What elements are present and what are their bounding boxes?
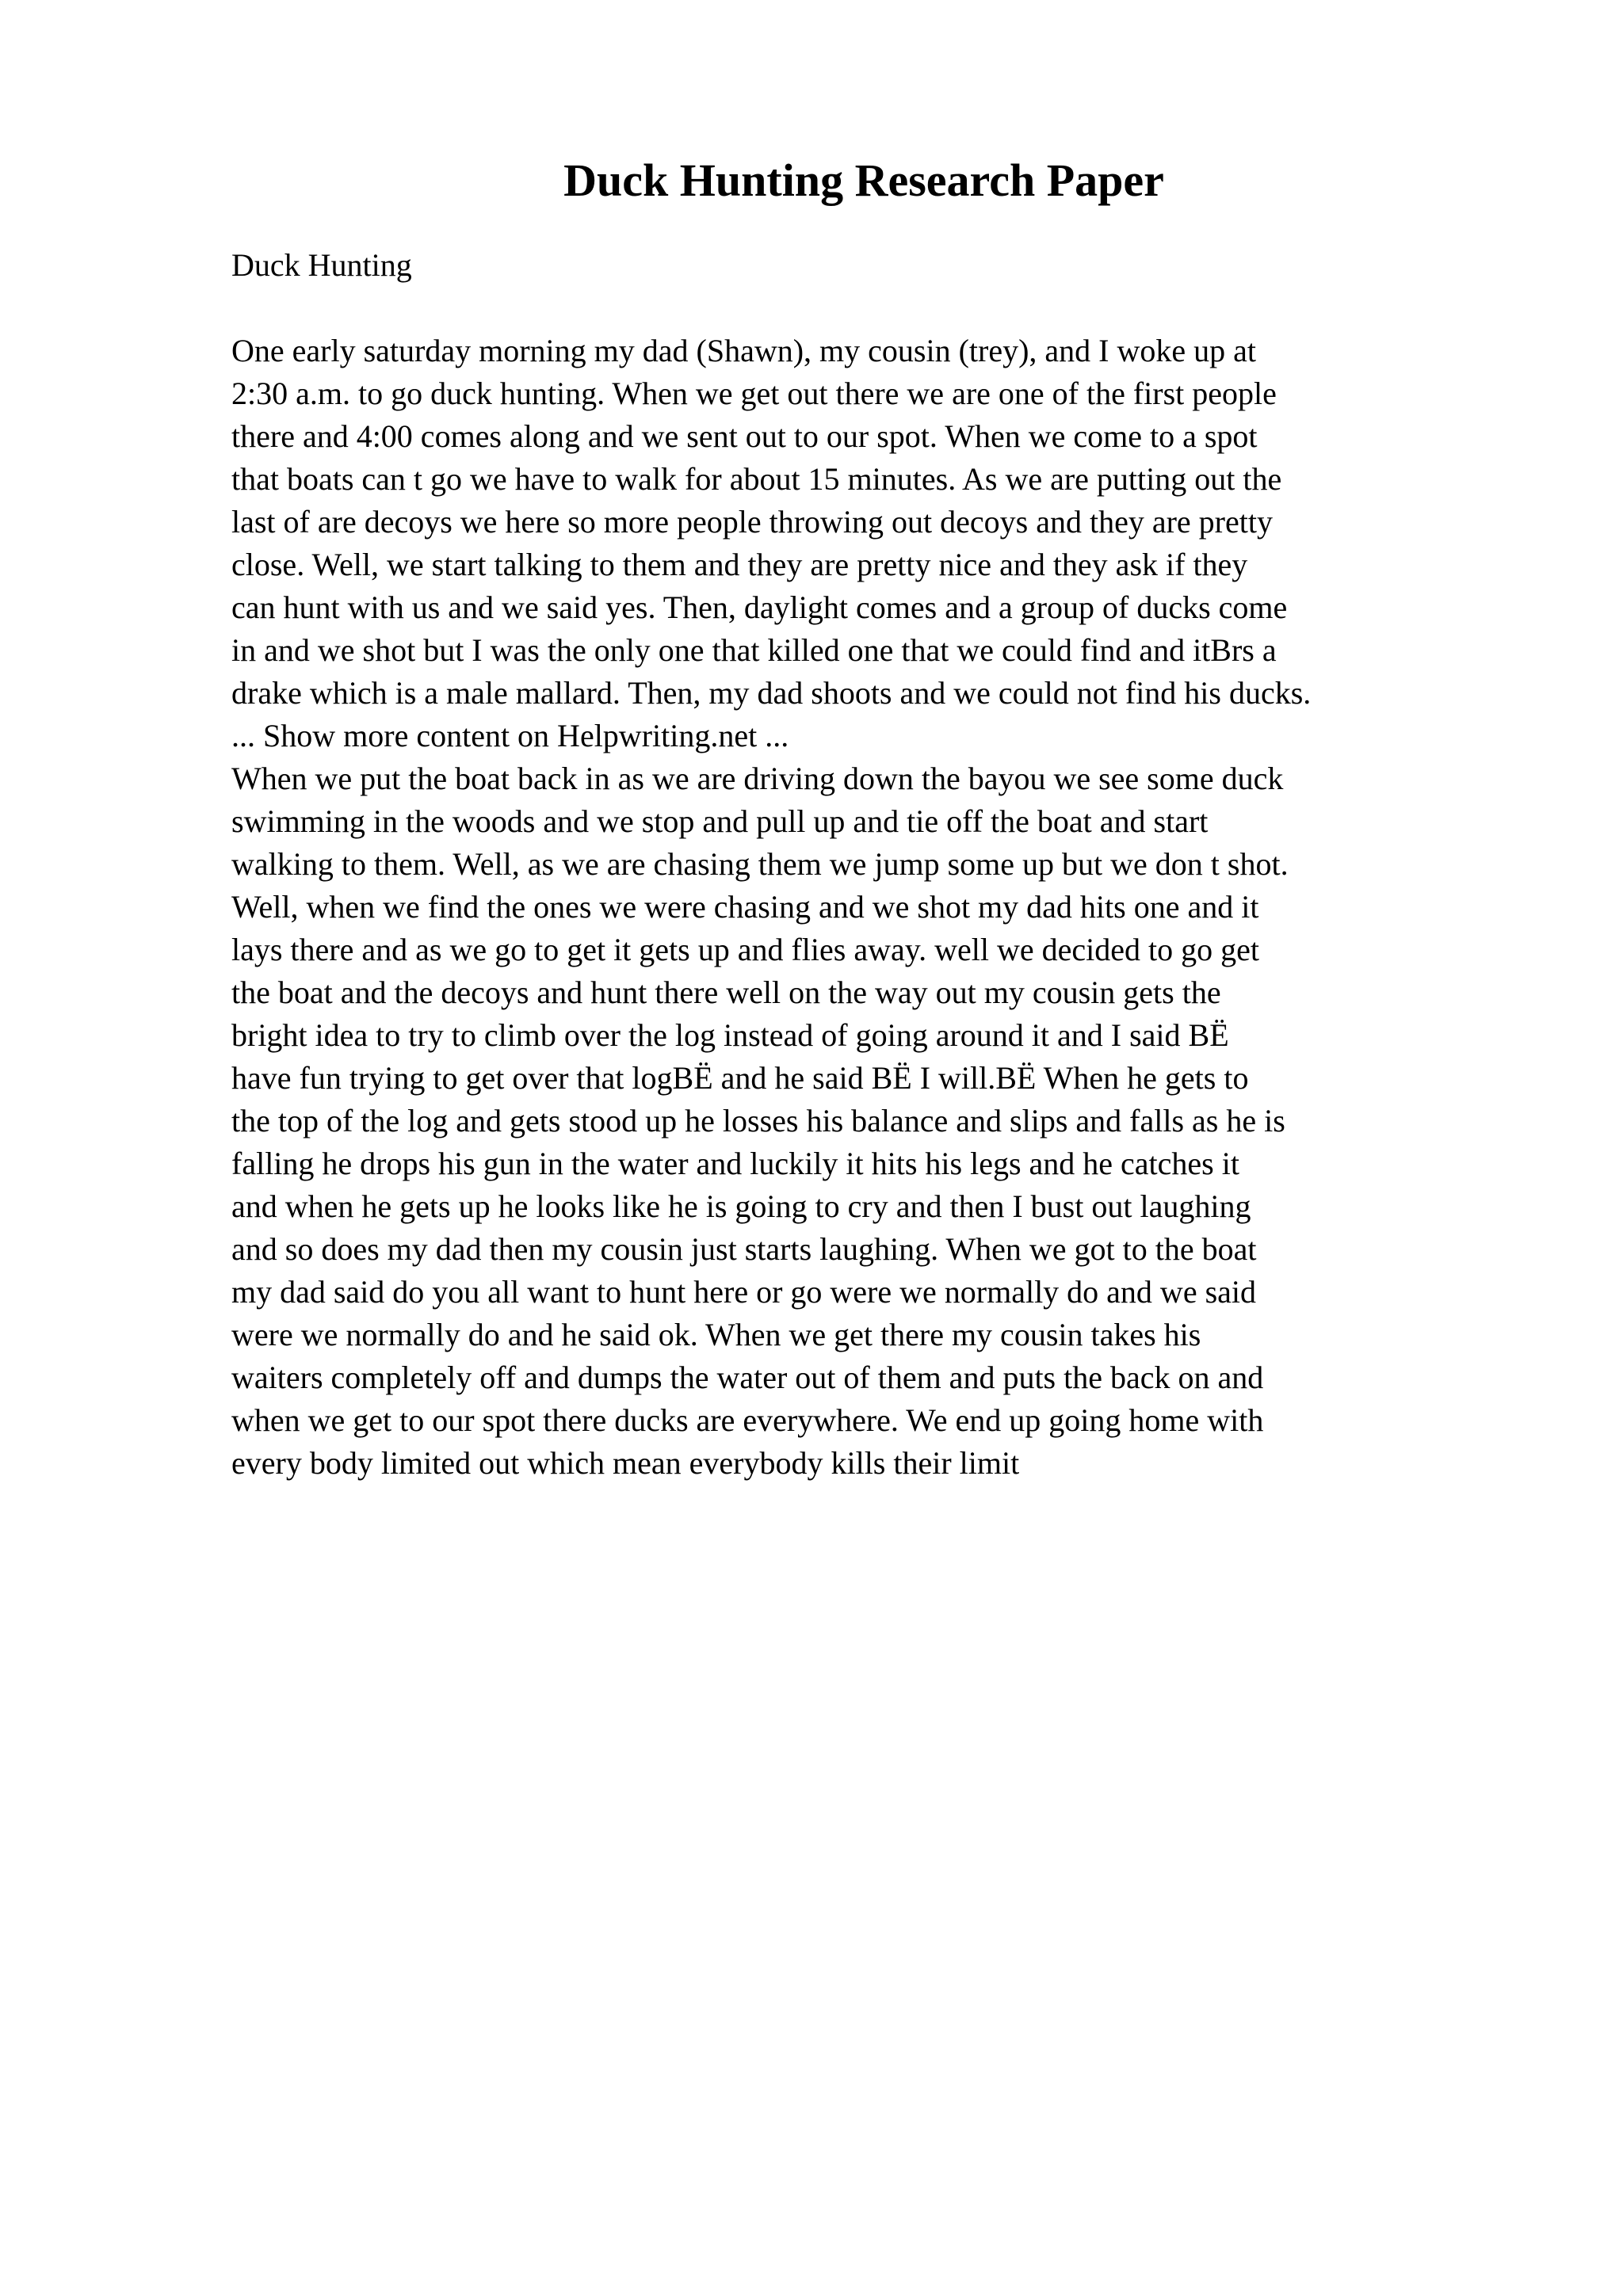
body-line: When we put the boat back in as we are driving down the bayou we see some duck <box>231 761 1284 796</box>
body-line: my dad said do you all want to hunt here or go were we normally do and we said <box>231 1274 1257 1310</box>
body-line: 2:30 a.m. to go duck hunting. When we get out there we are one of the first people <box>231 376 1277 411</box>
body-line: and so does my dad then my cousin just starts laughing. When we got to the boat <box>231 1231 1257 1267</box>
body-line: close. Well, we start talking to them and they are pretty nice and they ask if they <box>231 547 1248 582</box>
body-line: that boats can t go we have to walk for about 15 minutes. As we are putting out the <box>231 461 1282 497</box>
body-line: Well, when we find the ones we were chasing and we shot my dad hits one and it <box>231 889 1259 925</box>
body-line: bright idea to try to climb over the log instead of going around it and I said BË <box>231 1017 1229 1053</box>
body-line: swimming in the woods and we stop and pull up and tie off the boat and start <box>231 803 1209 839</box>
body-line: in and we shot but I was the only one that killed one that we could find and itBrs a <box>231 632 1277 668</box>
body-line: have fun trying to get over that logBË and he said BË I will.BË When he gets to <box>231 1060 1249 1096</box>
body-line: One early saturday morning my dad (Shawn), my cousin (trey), and I woke up at <box>231 333 1256 368</box>
body-line: falling he drops his gun in the water and luckily it hits his legs and he catches it <box>231 1146 1239 1181</box>
body-line: lays there and as we go to get it gets up and flies away. well we decided to go get <box>231 932 1260 967</box>
body-line: waiters completely off and dumps the water out of them and puts the back on and <box>231 1360 1264 1395</box>
body-line: walking to them. Well, as we are chasing them we jump some up but we don t shot. <box>231 846 1289 882</box>
body-line: and when he gets up he looks like he is going to cry and then I bust out laughing <box>231 1188 1251 1224</box>
body-line: there and 4:00 comes along and we sent out to our spot. When we come to a spot <box>231 418 1258 454</box>
paragraph-gap <box>231 287 1515 330</box>
body-line: can hunt with us and we said yes. Then, daylight comes and a group of ducks come <box>231 589 1288 625</box>
body-line: every body limited out which mean everybody kills their limit <box>231 1445 1020 1481</box>
document-body <box>231 244 1515 1485</box>
document-subtitle: Duck Hunting <box>231 247 412 283</box>
body-line: the boat and the decoys and hunt there well on the way out my cousin gets the <box>231 974 1221 1010</box>
body-line: last of are decoys we here so more people throwing out decoys and they are pretty <box>231 504 1273 540</box>
body-line: were we normally do and he said ok. When we get there my cousin takes his <box>231 1317 1201 1352</box>
body-line: drake which is a male mallard. Then, my dad shoots and we could not find his ducks. <box>231 675 1312 711</box>
body-line: when we get to our spot there ducks are everywhere. We end up going home with <box>231 1402 1264 1438</box>
show-more-line: ... Show more content on Helpwriting.net ... <box>231 718 789 753</box>
body-line: the top of the log and gets stood up he losses his balance and slips and falls as he is <box>231 1103 1285 1138</box>
document-title: Duck Hunting Research Paper <box>563 154 1164 206</box>
